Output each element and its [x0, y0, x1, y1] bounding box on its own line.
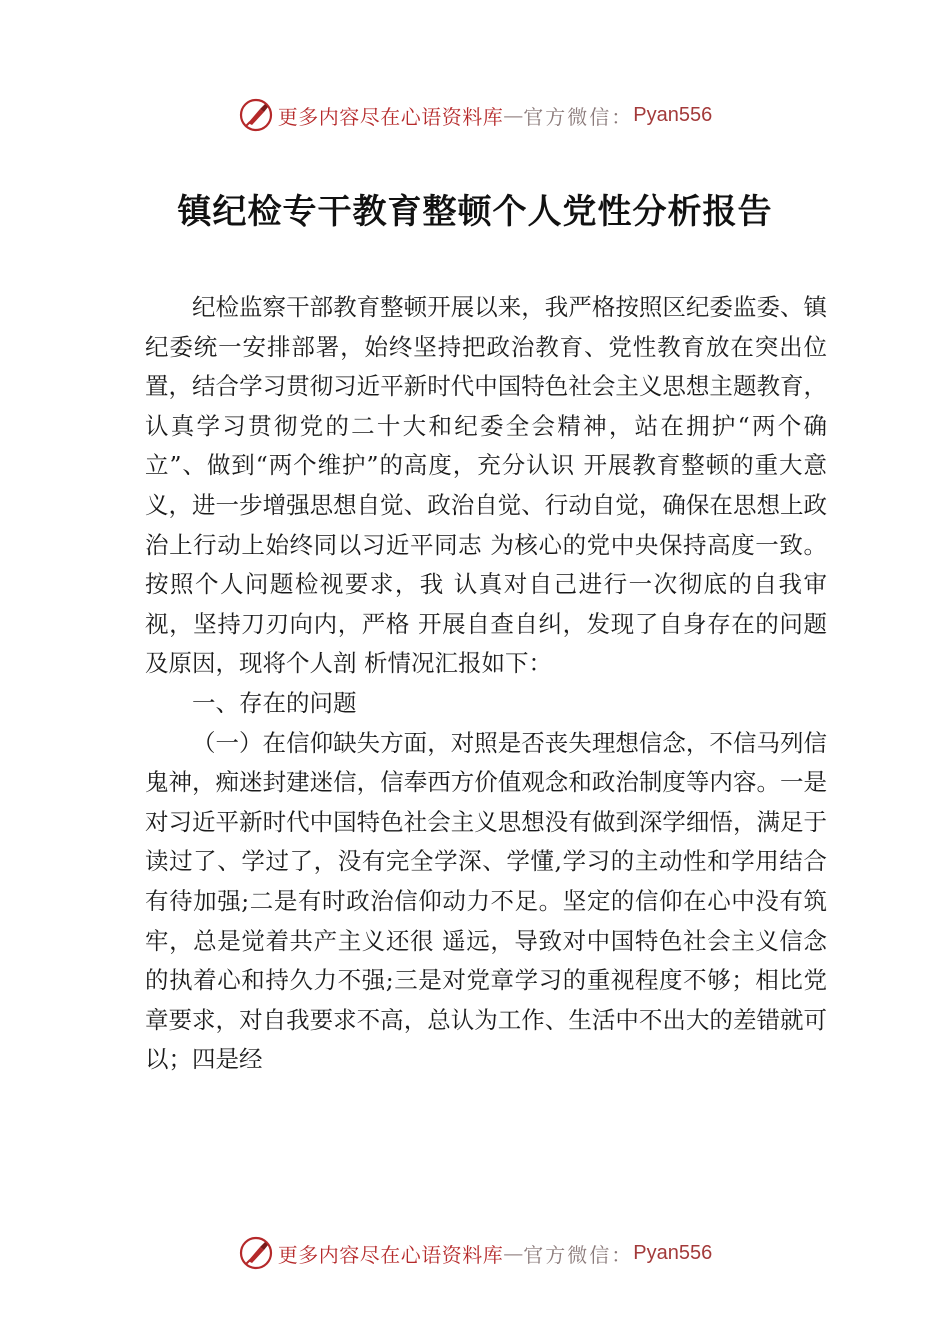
section-heading: 一、存在的问题: [192, 688, 357, 717]
header-banner: [0, 95, 950, 135]
banner-separator: —: [503, 103, 524, 127]
footer-banner: [0, 1233, 950, 1273]
intro-paragraph: 纪检监察干部教育整顿开展以来，我严格按照区纪委监委、镇纪委统一安排部署，始终坚持把政治教育、党性教育放在突出位置，结合学习贯彻习近平新时代中国特色社会主义思想主题教育，认真学习贯彻党的二十大和纪委全会精神，站在拥护“两个确立”、做到“两个维护”的高度，充分认识 开展教育整顿的重大意义，进一步增强思想自觉、政治自觉、行动自觉，确保在思想上政治上行动上始终同以习近平同志 为核心的党中央保持高度一致。按照个人问题检视要求，我 认真对自己进行一次彻底的自我审视，坚持刀刃向内，严格 开展自查自纠，发现了自身存在的问题及原因，现将个人剖 析情况汇报如下：: [145, 293, 827, 678]
banner-text: 更多内容尽在心语资料库: [277, 1242, 504, 1267]
pen-nib-logo-icon: [238, 1235, 274, 1271]
banner-separator: —: [503, 1241, 524, 1265]
banner-wechat-id: Pyan556: [633, 1241, 713, 1264]
document-title: 镇纪检专干教育整顿个人党性分析报告: [177, 192, 773, 232]
banner-wechat-label: 官方微信：: [523, 1242, 634, 1267]
pen-nib-logo-icon: [238, 97, 274, 133]
banner-text: 更多内容尽在心语资料库: [277, 104, 504, 129]
banner-wechat-label: 官方微信：: [523, 104, 634, 129]
document-body: [145, 288, 827, 1080]
section-paragraph: （一）在信仰缺失方面，对照是否丧失理想信念，不信马列信鬼神，痴迷封建迷信，信奉西方价值观念和政治制度等内容。一是对习近平新时代中国特色社会主义思想没有做到深学细悟，满足于读过了、学过了，没有完全学深、学懂,学习的主动性和学用结合有待加强;二是有时政治信仰动力不足。坚定的信仰在心中没有筑牢，总是觉着共产主义还很 遥远，导致对中国特色社会主义信念的执着心和持久力不强;三是对党章学习的重视程度不够；相比党章要求，对自我要求不高，总认为工作、生活中不出大的差错就可以；四是经: [145, 728, 827, 1074]
banner-wechat-id: Pyan556: [633, 103, 713, 126]
